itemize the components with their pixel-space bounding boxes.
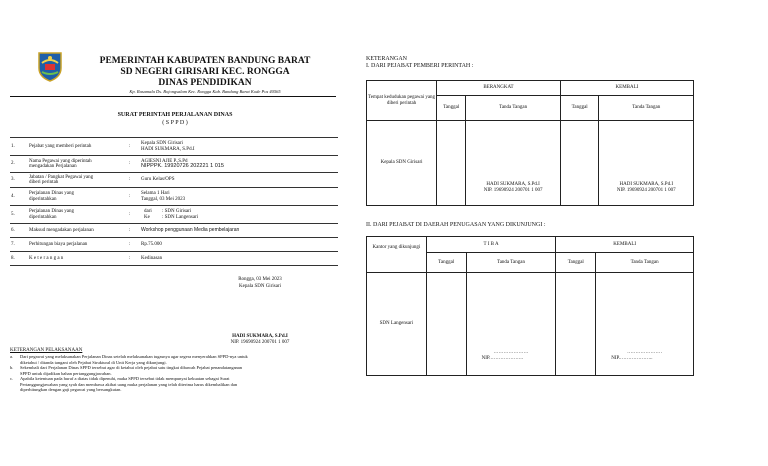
route-to-value: : SDN Langensari bbox=[162, 214, 199, 220]
place-label-cell: Tempat kedudukan pegawai yang diberi perintah bbox=[367, 81, 437, 121]
table-row bbox=[367, 237, 694, 253]
row-value bbox=[140, 156, 338, 173]
table-row bbox=[10, 173, 338, 188]
table-row bbox=[10, 138, 338, 156]
row-label: K e t e r a n g a n bbox=[29, 255, 64, 261]
tiba-header: T I B A bbox=[426, 237, 556, 253]
section-2-title: II. DARI PEJABAT DI DAERAH PENUGASAN YANG DIKUNJUNGI : bbox=[366, 222, 546, 228]
table-row bbox=[367, 121, 694, 206]
signature-cell bbox=[596, 273, 694, 376]
regency-emblem-icon bbox=[36, 50, 64, 82]
table-row bbox=[10, 156, 338, 173]
note-text: diperhitungkan dengan gaji pegawai yang bersangkutan. bbox=[20, 387, 122, 392]
departing-official-table bbox=[366, 80, 694, 206]
date-cell bbox=[426, 273, 466, 376]
signature-nip: NIP. 19690924 200701 1 007 bbox=[483, 187, 543, 193]
row-value: Workshop penggunaan Media pembelajaran bbox=[141, 226, 240, 233]
tanda-tangan-header: Tanda Tangan bbox=[466, 96, 560, 121]
notes-list bbox=[10, 354, 340, 393]
sppd-table bbox=[10, 137, 338, 266]
table-row bbox=[10, 188, 338, 206]
table-row bbox=[367, 273, 694, 376]
date-cell bbox=[556, 273, 596, 376]
note-mark: a. bbox=[10, 354, 14, 359]
note-item bbox=[10, 376, 340, 393]
note-text: diketahui / ditanda tangani oleh Pejabat Struktural di Unit Kerja yang dikunjungi. bbox=[20, 359, 167, 365]
date-cell bbox=[437, 121, 466, 206]
row-number: 5. bbox=[11, 211, 15, 217]
row-label-line: Perjalanan Dinas yang bbox=[29, 209, 74, 214]
row-value bbox=[140, 188, 338, 206]
header-divider bbox=[10, 96, 336, 97]
date-cell bbox=[560, 121, 599, 206]
row-label bbox=[28, 173, 128, 188]
signer-name: HADI SUKMARA, S.Pd.I bbox=[232, 334, 288, 339]
document-subtitle: ( S P P D ) bbox=[162, 120, 188, 126]
signature-name: HADI SUKMARA, S.Pd.I bbox=[619, 182, 673, 187]
header-line-3: DINAS PENDIDIKAN bbox=[158, 78, 252, 88]
note-mark: c. bbox=[10, 376, 14, 381]
place-value-cell: SDN Langensari bbox=[367, 273, 427, 376]
signature-nip: NIP. 19690924 200701 1 007 bbox=[616, 187, 676, 193]
tanggal-header: Tanggal bbox=[556, 253, 596, 273]
row-value-line: Tanggal, 03 Mei 2023 bbox=[141, 196, 186, 202]
tanggal-header: Tanggal bbox=[437, 96, 466, 121]
kembali-header: KEMBALI bbox=[560, 81, 693, 96]
note-item bbox=[10, 365, 340, 376]
note-text: Apabila ketentuan pada huruf a diatas tidak dipenuhi, maka SPPD tersebut tidak mempunyai kekuatan sebagai Surat bbox=[20, 376, 230, 381]
route-from-value: : SDN Girisari bbox=[162, 209, 192, 214]
table-row bbox=[10, 252, 338, 266]
row-value-line: Kepala SDN Girisari bbox=[141, 141, 183, 146]
tanggal-header: Tanggal bbox=[560, 96, 599, 121]
note-text: SPPD untuk dijadikan bahan pertanggungjawaban. bbox=[20, 370, 112, 376]
row-label: Maksud mengadakan perjalanan bbox=[29, 227, 94, 233]
row-number: 8. bbox=[11, 255, 15, 261]
row-label-line: Jabatan / Pangkat Pegawai yang bbox=[29, 174, 94, 180]
row-number: 4. bbox=[11, 193, 15, 199]
row-label-line: diberi perintah bbox=[29, 180, 59, 185]
note-text: Sekembali dari Perjalanan Dinas SPPD tersebut agar di ketahui oleh pejabat satu tingkat dibawah Pejabat penandatanganan bbox=[20, 365, 243, 370]
row-label-line: mengadakan Perjalanan bbox=[29, 164, 77, 169]
section-1-title: I. DARI PEJABAT PEMBERI PERINTAH : bbox=[366, 63, 474, 69]
document-title: SURAT PERINTAH PERJALANAN DINAS bbox=[117, 112, 233, 118]
row-label: Pejabat yang memberi perintah bbox=[29, 143, 92, 149]
tanda-tangan-header: Tanda Tangan bbox=[596, 253, 694, 273]
row-label bbox=[28, 206, 128, 224]
row-number: 7. bbox=[11, 241, 15, 247]
table-row bbox=[10, 238, 338, 252]
tanda-tangan-header: Tanda Tangan bbox=[599, 96, 694, 121]
note-text: Dari pegawai yang melaksanakan Perjalanan Dinas setelah melaksanakan tugasnya agar segera menyerahkan SPPD-nya untuk bbox=[20, 354, 248, 359]
place-label-cell: Kantor yang dikunjungi bbox=[367, 237, 427, 273]
visited-official-table bbox=[366, 236, 694, 376]
right-heading: KETERANGAN bbox=[366, 56, 407, 62]
row-separator: : bbox=[129, 241, 131, 247]
row-separator: : bbox=[129, 161, 131, 167]
row-value bbox=[140, 206, 338, 224]
signer-nip: NIP. 19690924 200701 1 007 bbox=[230, 340, 290, 345]
table-row bbox=[10, 224, 338, 238]
signature-name: HADI SUKMARA, S.Pd.I bbox=[486, 182, 540, 187]
row-separator: : bbox=[129, 143, 131, 149]
signature-cell bbox=[599, 121, 694, 206]
route-from-label: dari bbox=[144, 209, 152, 214]
signer-title: Kepala SDN Girisari bbox=[239, 284, 281, 289]
row-separator: : bbox=[129, 211, 131, 217]
header-line-2: SD NEGERI GIRISARI KEC. RONGGA bbox=[120, 67, 290, 77]
berangkat-header: BERANGKAT bbox=[437, 81, 561, 96]
header-line-1: PEMERINTAH KABUPATEN BANDUNG BARAT bbox=[99, 56, 311, 66]
row-separator: : bbox=[129, 193, 131, 199]
row-value-line: Selama 1 Hari bbox=[141, 191, 170, 196]
row-value: Rp.75.000 bbox=[141, 241, 162, 247]
row-label-line: Perjalanan Dinas yang bbox=[29, 191, 74, 196]
signature-nip: NIP.……………….. bbox=[481, 355, 523, 361]
row-value bbox=[140, 138, 338, 156]
row-number: 2. bbox=[11, 161, 15, 167]
row-label bbox=[28, 188, 128, 206]
place-value-cell: Kepala SDN Girisari bbox=[367, 121, 437, 206]
kembali-header: KEMBALI bbox=[556, 237, 694, 253]
place-date: Rongga, 03 Mei 2023 bbox=[238, 277, 282, 282]
signature-nip: NIP.……………….. bbox=[611, 355, 653, 361]
row-number: 6. bbox=[11, 227, 15, 233]
note-item bbox=[10, 354, 340, 365]
notes-title: KETERANGAN PELAKSANAAN bbox=[10, 348, 83, 353]
row-label: Perhitungan biaya perjalanan bbox=[29, 241, 88, 247]
row-label-line: Nama Pegawai yang diperintah bbox=[29, 158, 92, 164]
tanggal-header: Tanggal bbox=[426, 253, 466, 273]
row-separator: : bbox=[129, 227, 131, 233]
row-value-line: HADI SUKMARA, S.Pd.I bbox=[141, 146, 195, 152]
signature-cell bbox=[466, 121, 560, 206]
row-value-line bbox=[141, 215, 337, 221]
row-label bbox=[28, 156, 128, 173]
row-value-line: AGIESNI AJIE P.,S.Pd bbox=[141, 158, 188, 164]
signature-cell bbox=[466, 273, 556, 376]
tanda-tangan-header: Tanda Tangan bbox=[466, 253, 556, 273]
row-label-line: diperintahkan bbox=[29, 196, 57, 202]
table-row bbox=[10, 206, 338, 224]
row-value: Guru Kelas/OPS bbox=[141, 177, 175, 183]
row-number: 3. bbox=[11, 177, 15, 183]
row-value-line: NIPPPK. 19920726 202221 1 015 bbox=[141, 163, 224, 169]
row-separator: : bbox=[129, 255, 131, 261]
table-row bbox=[367, 81, 694, 96]
row-separator: : bbox=[129, 177, 131, 183]
note-mark: b. bbox=[10, 365, 14, 370]
row-number: 1. bbox=[11, 143, 15, 149]
header-address: Kp. Rasamala Ds. Bojongsalam Kec. Rongga Kab. Bandung Barat Kode Pos 40565 bbox=[129, 89, 281, 94]
row-value: Kedinasan bbox=[141, 255, 163, 261]
note-text: Pertanggungjawaban yang syah dan membawa akibat uang muka perjalanan yang telah diterima harus dikembalikan dan bbox=[20, 381, 238, 387]
signature-blank: ………………… bbox=[627, 350, 663, 355]
route-to-label: Ke bbox=[144, 214, 150, 220]
signature-blank: ………………… bbox=[493, 350, 529, 355]
row-label-line: diperintahkan bbox=[29, 214, 57, 220]
